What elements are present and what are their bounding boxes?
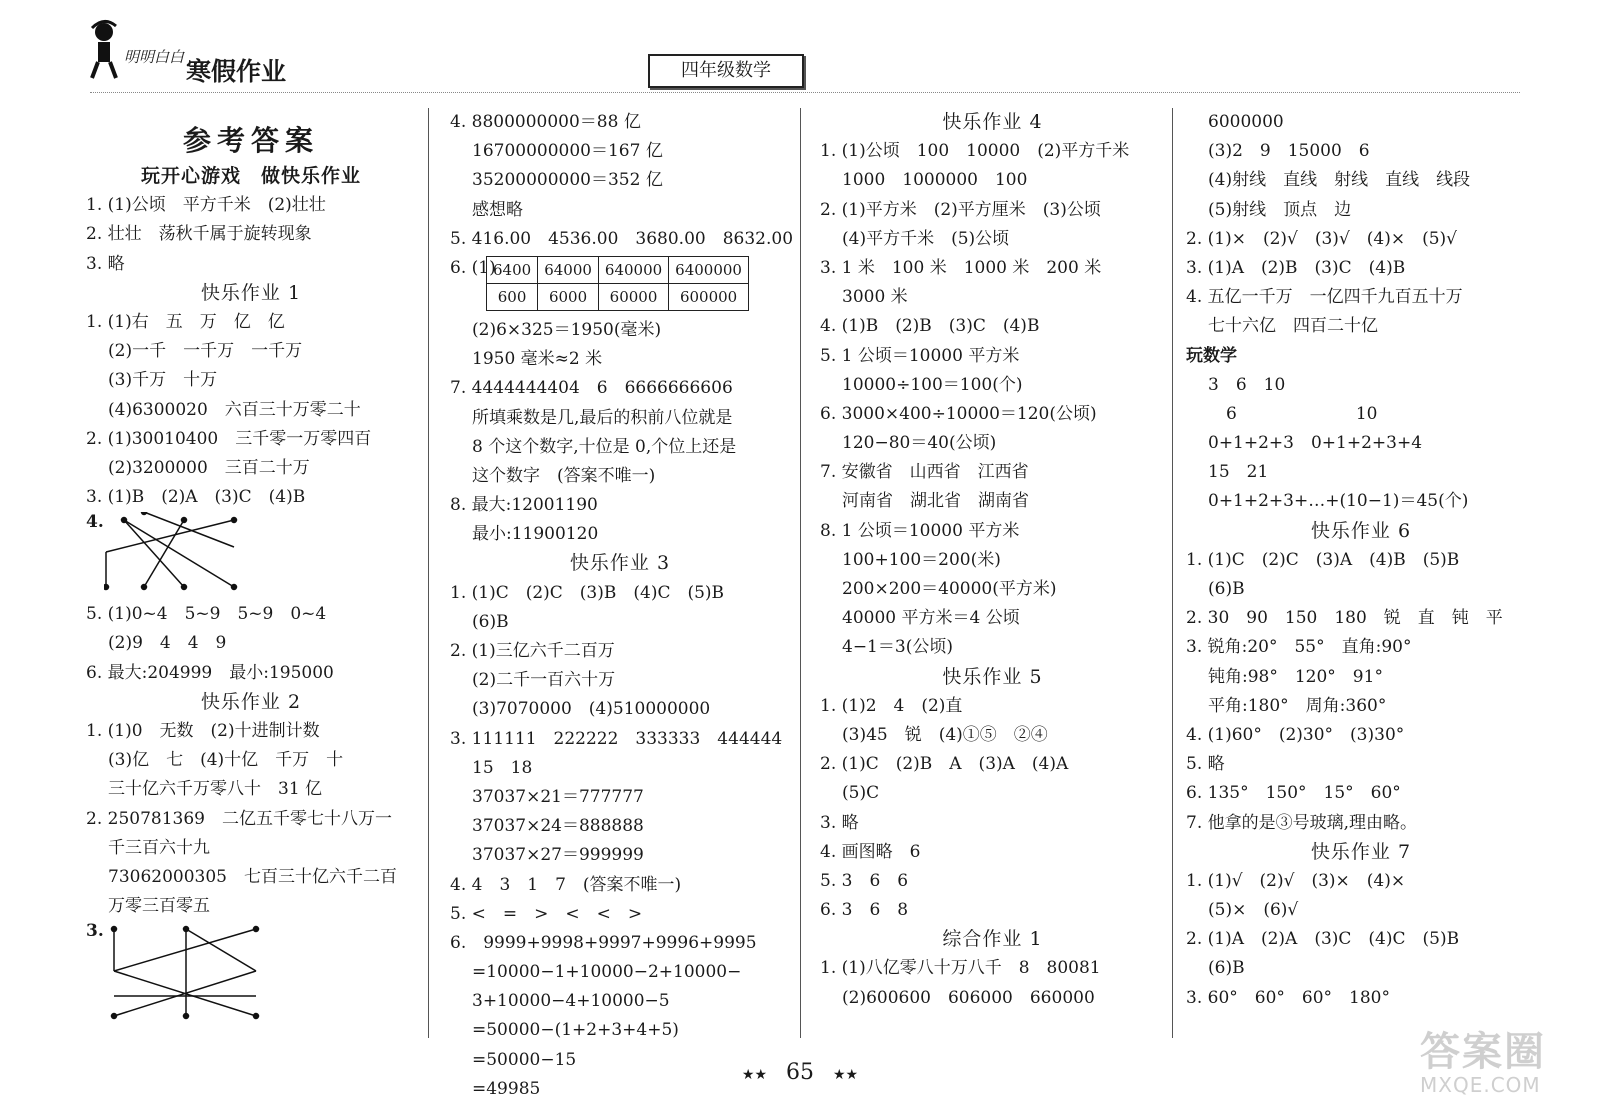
answer-line: 5. 1 公顷＝10000 平方米 <box>820 345 1020 366</box>
answer-line: 2. (1)× (2)√ (3)√ (4)× (5)√ <box>1186 228 1458 249</box>
answer-line: 16700000000＝167 亿 <box>472 141 663 162</box>
answer-line: 5. 略 <box>1186 754 1225 775</box>
answer-line: =50000−(1+2+3+4+5) <box>472 1020 679 1041</box>
answer-line: 感想略 <box>472 199 523 220</box>
star-decoration-icon: ★★ <box>833 1067 859 1083</box>
answer-column-2 <box>450 108 794 1104</box>
answer-line: 1000 1000000 100 <box>842 170 1028 191</box>
answer-line: (5)× (6)√ <box>1208 900 1299 921</box>
answer-line: 5. 3 6 6 <box>820 870 909 891</box>
brand-small-text: 明明白白 <box>124 48 185 66</box>
answer-line: 15 21 <box>1208 462 1269 483</box>
watermark-logo <box>1420 1030 1590 1100</box>
answer-line: 2. (1)30010400 三千零一万零四百 <box>86 428 372 449</box>
answer-line: (5)射线 顶点 边 <box>1208 199 1352 220</box>
answer-column-3 <box>820 108 1165 1013</box>
answer-line: 6. 9999+9998+9997+9996+9995 <box>450 932 757 953</box>
answer-line: 1. (1)C (2)C (3)A (4)B (5)B <box>1186 549 1460 570</box>
answer-line: 2. (1)平方米 (2)平方厘米 (3)公顷 <box>820 199 1101 220</box>
section-heading: 快乐作业 1 <box>200 281 302 304</box>
answer-line: (4)平方千米 (5)公顷 <box>842 228 1010 249</box>
answer-line: 3. (1)A (2)B (3)C (4)B <box>1186 257 1406 278</box>
answer-line: (2)600600 606000 660000 <box>842 987 1095 1008</box>
answer-line: (4)射线 直线 射线 直线 线段 <box>1208 170 1471 191</box>
answer-line: 0+1+2+3 0+1+2+3+4 <box>1208 433 1423 454</box>
answer-line: 1. (1)0 无数 (2)十进制计数 <box>86 721 320 741</box>
answer-line: 6. 3 6 8 <box>820 900 909 921</box>
answer-line: 37037×24＝888888 <box>472 816 644 837</box>
brand-main-text: 寒假作业 <box>186 57 287 86</box>
answer-line: =50000−15 <box>472 1049 577 1070</box>
table-cell: 640000 <box>598 256 668 283</box>
section-heading: 快乐作业 6 <box>1310 519 1412 542</box>
answer-line: 7. 安徽省 山西省 江西省 <box>820 462 1029 483</box>
answer-line: 100+100＝200(米) <box>842 549 1001 570</box>
answer-line: (3)亿 七 (4)十亿 千万 十 <box>108 750 344 771</box>
answer-line: 2. 壮壮 荡秋千属于旋转现象 <box>86 224 312 245</box>
answer-line: 3000 米 <box>842 287 908 308</box>
answer-line: 37037×21＝777777 <box>472 786 644 807</box>
answer-line: 3. 60° 60° 60° 180° <box>1186 987 1390 1008</box>
answer-line: 8. 1 公顷＝10000 平方米 <box>820 520 1020 541</box>
answer-line: 2. (1)三亿六千二百万 <box>450 641 615 661</box>
answer-line: 4. 画图略 6 <box>820 841 921 862</box>
page-number: 65 <box>786 1060 814 1085</box>
answer-line: 4. 8800000000＝88 亿 <box>450 112 641 132</box>
answer-line: 6. 最大:204999 最小:195000 <box>86 662 334 683</box>
answer-line: 3+10000−4+10000−5 <box>472 991 670 1012</box>
answer-line: 3. 1 米 100 米 1000 米 200 米 <box>820 257 1102 278</box>
answer-line: 3. (1)B (2)A (3)C (4)B <box>86 487 306 508</box>
answer-line: 200×200＝40000(平方米) <box>842 579 1057 599</box>
column-divider <box>1172 108 1173 1038</box>
answer-line: 1. (1)C (2)C (3)B (4)C (5)B <box>450 582 725 603</box>
matching-lines-icon <box>106 921 276 1026</box>
answer-line: 1. (1)2 4 (2)直 <box>820 695 963 716</box>
answer-line: 2. (1)C (2)B A (3)A (4)A <box>820 754 1069 775</box>
answer-line: 4. (1)60° (2)30° (3)30° <box>1186 724 1405 745</box>
answer-line: 万零三百零五 <box>108 896 210 917</box>
answer-line: (5)C <box>842 783 880 804</box>
answer-line: 所填乘数是几,最后的积前八位就是 <box>472 407 733 428</box>
page-title: 参考答案 <box>182 124 319 157</box>
answer-line: 40000 平方米＝4 公顷 <box>842 608 1020 629</box>
answer-line: 1. (1)√ (2)√ (3)× (4)× <box>1186 870 1406 891</box>
answer-table <box>486 256 749 311</box>
answer-line: (2)二千一百六十万 <box>472 670 616 691</box>
watermark-url: MXQE.COM <box>1420 1073 1541 1097</box>
matching-diagram-2 <box>86 921 416 1026</box>
answer-line: (6)B <box>1208 958 1245 979</box>
answer-line: 7. 4444444404 6 6666666606 <box>450 378 733 399</box>
answer-line: (2)一千 一千万 一千万 <box>108 341 303 362</box>
answer-line: 2. 30 90 150 180 锐 直 钝 平 <box>1186 608 1503 629</box>
section-heading: 玩开心游戏 做快乐作业 <box>140 165 361 187</box>
star-decoration-icon: ★★ <box>741 1067 767 1083</box>
section-heading: 快乐作业 5 <box>942 665 1043 688</box>
answer-line: 7. 他拿的是③号玻璃,理由略。 <box>1186 812 1418 833</box>
answer-line: 8 个这个数字,十位是 0,个位上还是 <box>472 436 737 457</box>
answer-line: 8. 最大:12001190 <box>450 495 598 516</box>
table-cell: 600000 <box>669 283 749 310</box>
section-heading: 玩数学 <box>1186 345 1237 366</box>
answer-line: 3. 略 <box>86 253 125 274</box>
column-divider <box>800 108 801 1038</box>
answer-line: 5. (1)0~4 5~9 5~9 0~4 <box>86 604 327 625</box>
table-cell: 60000 <box>598 283 668 310</box>
answer-line: 10000÷100＝100(个) <box>842 374 1023 395</box>
answer-table-block <box>450 254 790 316</box>
answer-line: 河南省 湖北省 湖南省 <box>842 491 1029 512</box>
answer-line: 1. (1)八亿零八十万八千 8 80081 <box>820 958 1101 979</box>
table-cell: 6400 <box>487 256 538 283</box>
answer-line: 3. 略 <box>820 812 859 833</box>
answer-line: (6)B <box>472 611 509 632</box>
answer-line: 0+1+2+3+…+(10−1)＝45(个) <box>1208 491 1469 512</box>
answer-line: 钝角:98° 120° 91° <box>1208 666 1383 687</box>
watermark-text: 答案圈 <box>1420 1029 1546 1075</box>
section-heading: 综合作业 1 <box>942 928 1043 951</box>
answer-line: 6. 135° 150° 15° 60° <box>1186 783 1401 804</box>
answer-line: 5. 416.00 4536.00 3680.00 8632.00 <box>450 228 794 249</box>
answer-line: (3)千万 十万 <box>108 370 218 391</box>
table-cell: 6400000 <box>669 256 749 283</box>
answer-line: 3. <box>86 921 104 942</box>
answer-line: =10000−1+10000−2+10000− <box>472 962 742 983</box>
answer-line: 6. 3000×400÷10000＝120(公顷) <box>820 403 1097 424</box>
header-divider <box>90 92 1520 93</box>
answer-line: 4. <box>86 512 104 533</box>
answer-line: 2. 250781369 二亿五千零七十八万一 <box>86 808 392 829</box>
answer-line: 1. (1)公顷 100 10000 (2)平方千米 <box>820 141 1130 162</box>
answer-line: 平角:180° 周角:360° <box>1208 695 1387 716</box>
answer-line: 35200000000＝352 亿 <box>472 170 663 191</box>
answer-line: 3 6 10 <box>1208 374 1286 395</box>
table-cell: 600 <box>487 283 538 310</box>
answer-line: (3)7070000 (4)510000000 <box>472 699 711 720</box>
page-header <box>0 0 1600 90</box>
answer-line: 6. (1) <box>450 257 496 278</box>
answer-line: (3)45 锐 (4)①⑤ ②④ <box>842 724 1048 745</box>
answer-line: 4. 4 3 1 7 (答案不唯一) <box>450 874 682 895</box>
answer-column-4 <box>1186 108 1536 1013</box>
answer-line: 1. (1)公顷 平方千米 (2)壮壮 <box>86 195 326 216</box>
answer-line: 15 18 <box>472 757 533 778</box>
section-heading: 快乐作业 4 <box>942 111 1043 133</box>
table-row <box>487 256 749 283</box>
answer-line: =49985 <box>472 1078 541 1099</box>
answer-line: 3. 锐角:20° 55° 直角:90° <box>1186 637 1412 658</box>
page-footer <box>0 1060 1600 1085</box>
section-heading: 快乐作业 2 <box>200 690 302 713</box>
answer-line: 3. 111111 222222 333333 444444 <box>450 728 783 749</box>
answer-line: 三十亿六千万零八十 31 亿 <box>108 779 323 800</box>
answer-column-1 <box>86 108 416 1026</box>
answer-line: 6000000 <box>1208 112 1284 132</box>
answer-line: 七十六亿 四百二十亿 <box>1208 316 1378 337</box>
answer-line: 这个数字 (答案不唯一) <box>472 465 656 486</box>
answer-line: (2)6×325＝1950(毫米) <box>472 319 662 340</box>
column-divider <box>428 108 429 1038</box>
table-cell: 64000 <box>538 256 599 283</box>
answer-line: 1. (1)右 五 万 亿 亿 <box>86 311 285 332</box>
answer-line: (6)B <box>1208 579 1245 599</box>
table-cell: 6000 <box>538 283 599 310</box>
answer-line: 120−80＝40(公顷) <box>842 433 997 454</box>
answer-line: 37037×27＝999999 <box>472 845 644 866</box>
answer-line: 4−1＝3(公顷) <box>842 637 953 658</box>
answer-line: (2)3200000 三百二十万 <box>108 457 310 478</box>
answer-line: 4. 五亿一千万 一亿四千九百五十万 <box>1186 287 1463 308</box>
answer-line: 千三百六十九 <box>108 837 210 858</box>
answer-line: (2)9 4 4 9 <box>108 633 227 654</box>
mascot-logo-icon <box>86 18 122 80</box>
answer-line: (4)6300020 六百三十万零二十 <box>108 399 361 420</box>
matching-diagram-1 <box>86 512 416 600</box>
table-row <box>487 283 749 310</box>
answer-line: 6 10 <box>1226 403 1378 424</box>
matching-lines-icon <box>104 512 264 600</box>
section-heading: 快乐作业 7 <box>1310 840 1412 863</box>
answer-line: 最小:11900120 <box>472 524 599 545</box>
answer-line: (3)2 9 15000 6 <box>1208 141 1370 162</box>
answer-line: 73062000305 七百三十亿六千二百 <box>108 866 397 887</box>
grade-label: 四年级数学 <box>648 54 804 88</box>
answer-line: 4. (1)B (2)B (3)C (4)B <box>820 316 1040 337</box>
section-heading: 快乐作业 3 <box>569 552 671 575</box>
answer-line: 1950 毫米≈2 米 <box>472 349 603 370</box>
answer-line: 2. (1)A (2)A (3)C (4)C (5)B <box>1186 929 1460 950</box>
answer-line: 5. < = > < < > <box>450 903 643 924</box>
